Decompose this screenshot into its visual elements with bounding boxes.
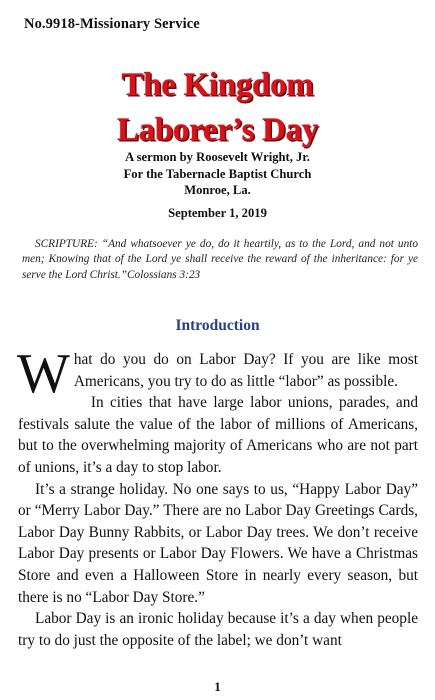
byline-author: A sermon by Roosevelt Wright, Jr. (125, 150, 310, 164)
title-line-1: The Kingdom (121, 67, 314, 103)
drop-cap: W (17, 343, 70, 405)
series-label: No.9918-Missionary Service (24, 16, 200, 32)
byline (0, 149, 435, 199)
sermon-date: September 1, 2019 (168, 206, 267, 220)
byline-church: For the Tabernacle Baptist Church (123, 166, 312, 181)
paragraph-1 (17, 343, 418, 405)
section-heading: Introduction (175, 317, 260, 334)
page-number: 1 (214, 679, 221, 694)
paragraph-3: It’s a strange holiday. No one says to us, “Happy Labor Day” or “Merry Labor Day.” There are no Labor Day Greetings Cards, Labor Day Bunny Rabbits, or Labor Day trees. We don’t receive Labor Day presents or Labor Day Flowers. We have a Christmas Store and even a Halloween Store in nearly every season, but there is no “Labor Day Store.” (18, 480, 418, 606)
byline-location: Monroe, La. (184, 183, 251, 197)
body-text (17, 343, 418, 651)
paragraph-4: Labor Day is an ironic holiday because it’s a day when people try to do just the opposite of the label; we don’t want (18, 610, 418, 649)
paragraph-1-text: hat do you do on Labor Day? If you are like most Americans, you try to do as little “labor” as possible. (73, 351, 418, 390)
scripture-quote: SCRIPTURE: “And whatsoever ye do, do it heartily, as to the Lord, and not unto men; Knowing that of the Lord ye shall receive the reward of the inheritance: for ye serve the Lord Christ.”Colossians 3:23 (22, 238, 418, 281)
title-line-2: Laborer’s Day (116, 112, 319, 148)
paragraph-2: In cities that have large labor unions, parades, and festivals salute the value of the labor of millions of Americans, but to the overwhelming majority of Americans who are not part of unions, it’s a day to stop labor. (18, 394, 418, 476)
